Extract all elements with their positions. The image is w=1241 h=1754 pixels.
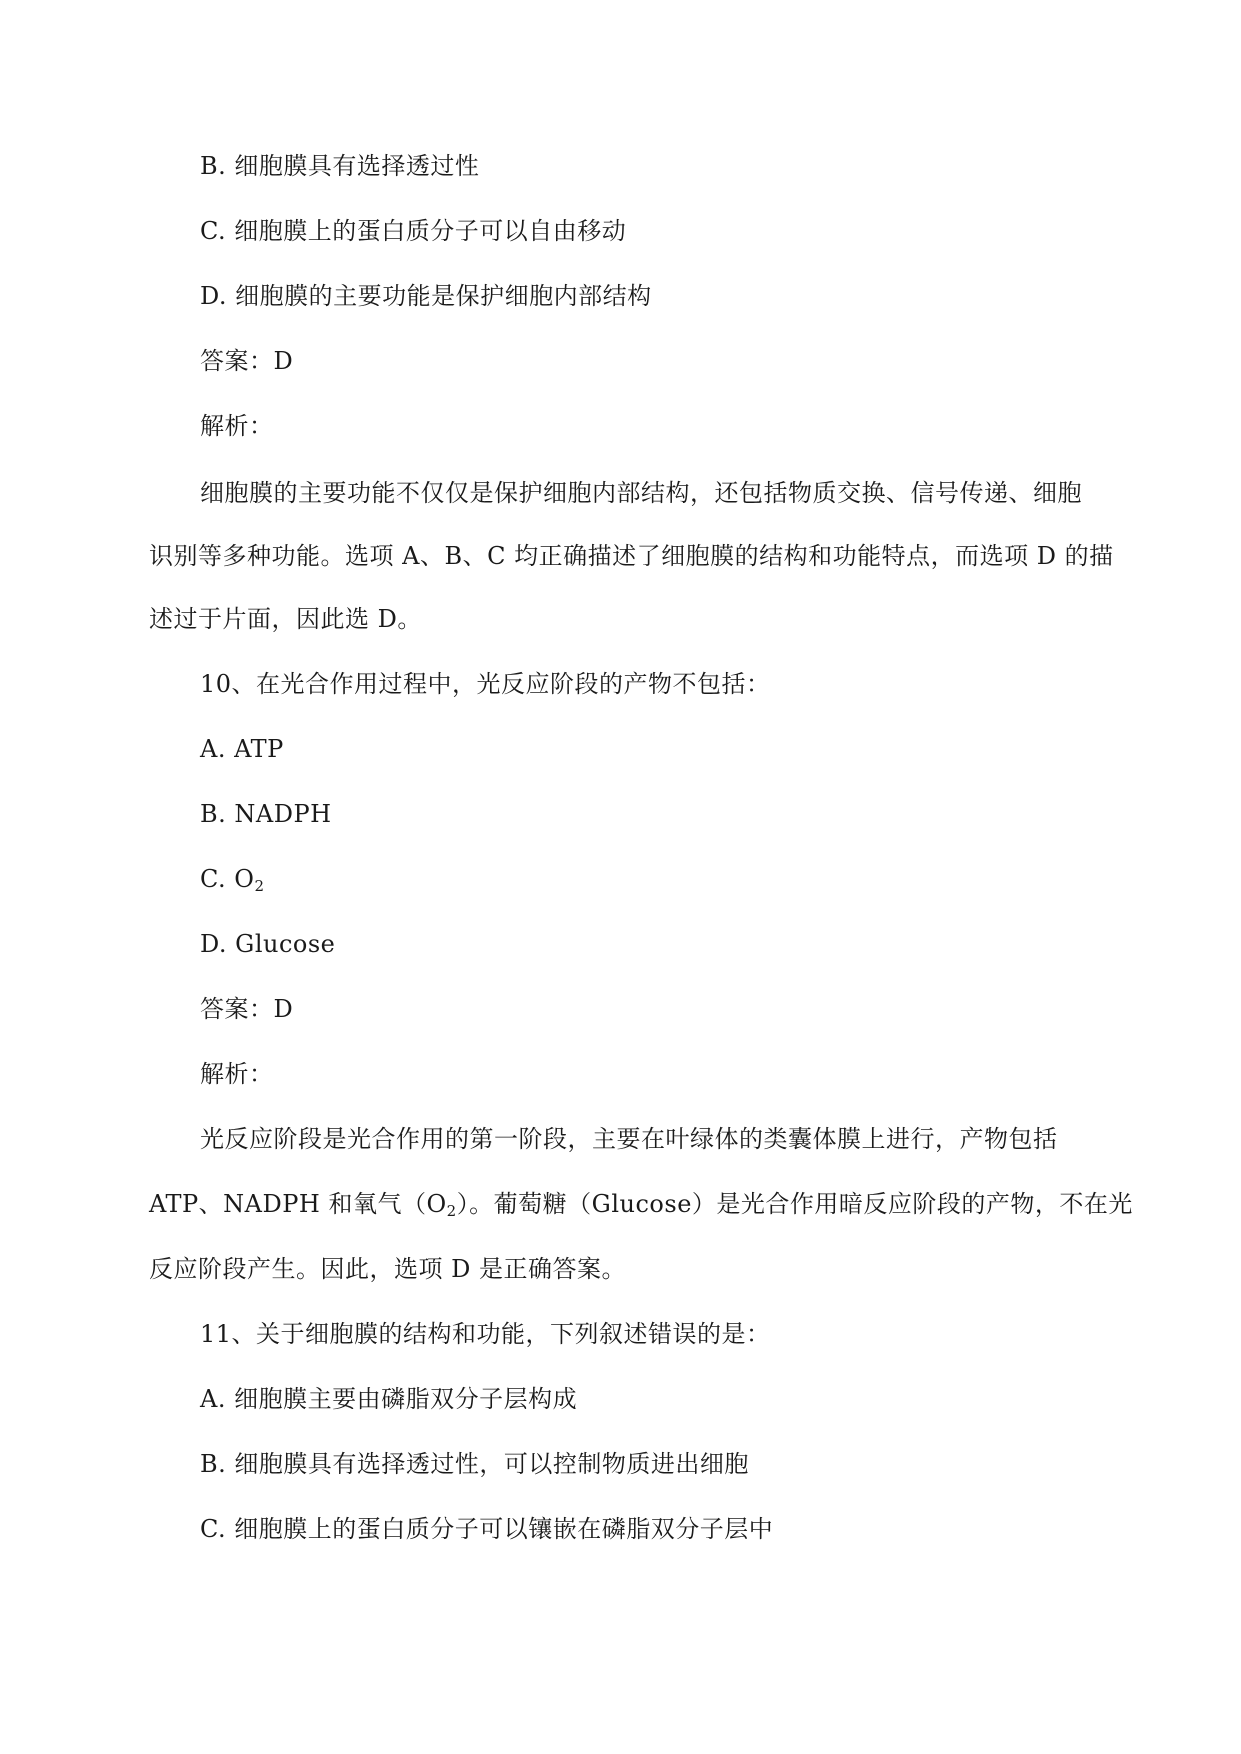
q10-analysis-line-3: 反应阶段产生。因此，选项 D 是正确答案。 xyxy=(149,1255,626,1283)
q9-option-d: D. 细胞膜的主要功能是保护细胞内部结构 xyxy=(200,282,652,310)
q9-option-c: C. 细胞膜上的蛋白质分子可以自由移动 xyxy=(200,217,627,245)
q10-analysis-label: 解析： xyxy=(200,1060,274,1088)
q9-option-b: B. 细胞膜具有选择透过性 xyxy=(200,152,480,180)
q9-answer: 答案：D xyxy=(200,347,294,375)
q10-option-a: A. ATP xyxy=(200,735,284,763)
q10-option-c-text: C. O xyxy=(200,865,255,893)
q11-option-c: C. 细胞膜上的蛋白质分子可以镶嵌在磷脂双分子层中 xyxy=(200,1515,774,1543)
q9-analysis-line-3: 述过于片面，因此选 D。 xyxy=(149,605,422,633)
q10-analysis-line-2 xyxy=(149,1188,1133,1220)
q10-analysis-line-2-a: ATP、NADPH 和氧气（O xyxy=(149,1190,447,1218)
q10-question: 10、在光合作用过程中，光反应阶段的产物不包括： xyxy=(200,670,771,698)
q10-analysis-line-2-b: ）。葡萄糖（Glucose）是光合作用暗反应阶段的产物，不在光 xyxy=(456,1190,1133,1218)
q9-analysis-line-1: 细胞膜的主要功能不仅仅是保护细胞内部结构，还包括物质交换、信号传递、细胞 xyxy=(200,479,1082,507)
q11-option-a: A. 细胞膜主要由磷脂双分子层构成 xyxy=(200,1385,578,1413)
q9-analysis-line-2: 识别等多种功能。选项 A、B、C 均正确描述了细胞膜的结构和功能特点，而选项 D 的描 xyxy=(149,542,1114,570)
q10-option-b: B. NADPH xyxy=(200,800,332,828)
q11-option-b: B. 细胞膜具有选择透过性，可以控制物质进出细胞 xyxy=(200,1450,749,1478)
q11-question: 11、关于细胞膜的结构和功能，下列叙述错误的是： xyxy=(200,1320,771,1348)
q9-analysis-label: 解析： xyxy=(200,412,274,440)
q10-analysis-line-1: 光反应阶段是光合作用的第一阶段，主要在叶绿体的类囊体膜上进行，产物包括 xyxy=(200,1125,1058,1153)
q10-analysis-line-2-subscript: 2 xyxy=(446,1202,457,1220)
q10-option-c-subscript: 2 xyxy=(254,877,265,895)
q10-option-d: D. Glucose xyxy=(200,930,336,958)
q10-option-c xyxy=(200,863,265,895)
q10-answer: 答案：D xyxy=(200,995,294,1023)
